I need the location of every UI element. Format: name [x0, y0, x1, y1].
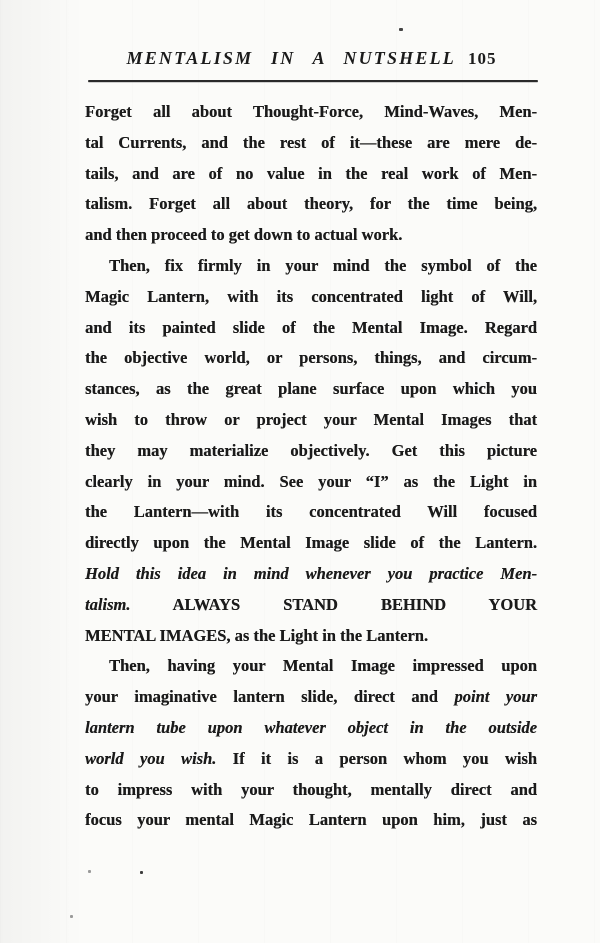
- italic-text: point your: [454, 687, 537, 707]
- body-text: the objective world, or persons, things, and circum-: [85, 348, 537, 368]
- scan-speck: [70, 915, 73, 918]
- body-text: Forget all about Thought-Force, Mind-Waves, Men-: [85, 102, 537, 121]
- text-line: [85, 621, 537, 652]
- text-line: [85, 651, 537, 682]
- text-line: [85, 805, 537, 836]
- scan-speck: [140, 871, 143, 874]
- italic-text: talism.: [85, 594, 131, 614]
- body-text: and its painted slide of the Mental Image. Regard: [85, 317, 537, 337]
- text-line: [85, 189, 537, 220]
- text-line: [85, 436, 537, 467]
- text-line: [85, 251, 537, 282]
- text-line: [85, 405, 537, 436]
- italic-text: world you wish.: [85, 748, 217, 768]
- text-line: [85, 282, 537, 313]
- body-text: directly upon the Mental Image slide of the Lantern.: [85, 533, 537, 553]
- text-line: [85, 775, 537, 806]
- italic-text: lantern tube upon whatever object in the outside: [85, 717, 537, 737]
- paragraph: [85, 651, 537, 836]
- text-line: [85, 713, 537, 744]
- text-line: [85, 467, 537, 498]
- text-line: [85, 682, 537, 713]
- body-text: wish to throw or project your Mental Images that: [85, 409, 537, 429]
- text-line: [85, 590, 537, 621]
- text-line: [85, 159, 537, 190]
- text-line: [85, 97, 537, 128]
- scan-speck: [88, 870, 91, 873]
- running-title: MENTALISM IN A NUTSHELL: [126, 48, 456, 68]
- body-text: Then, having your Mental Image impressed upon: [109, 656, 537, 676]
- header-rule: [88, 80, 538, 82]
- italic-text: Hold this idea in mind whenever you practice Men-: [85, 563, 537, 583]
- text-line: [85, 744, 537, 775]
- text-line: [85, 220, 537, 251]
- body-text: and then proceed to get down to actual work.: [85, 225, 403, 245]
- body-text: tails, and are of no value in the real work of Men-: [85, 163, 537, 183]
- text-line: [85, 128, 537, 159]
- text-line: [85, 497, 537, 528]
- page-header: [85, 48, 538, 69]
- body-text: to impress with your thought, mentally direct and: [85, 779, 537, 799]
- body-text: MENTAL IMAGES, as the Light in the Lantern.: [85, 625, 429, 645]
- text-line: [85, 528, 537, 559]
- body-text: talism. Forget all about theory, for the time being,: [85, 194, 537, 214]
- body-text: they may materialize objectively. Get this picture: [85, 440, 537, 460]
- text-line: [85, 374, 537, 405]
- page-number: 105: [467, 49, 497, 68]
- text-line: [85, 559, 537, 590]
- body-text: Magic Lantern, with its concentrated light of Will,: [85, 286, 537, 306]
- body-text: clearly in your mind. See your “I” as the Light in: [85, 471, 537, 491]
- body-text: focus your mental Magic Lantern upon him, just as: [85, 810, 537, 830]
- body-text: the Lantern—with its concentrated Will focused: [85, 502, 537, 522]
- body-text: stances, as the great plane surface upon which you: [85, 379, 537, 399]
- body-text: If it is a person whom you wish: [216, 748, 537, 768]
- text-line: [85, 343, 537, 374]
- body-text: your imaginative lantern slide, direct and: [85, 687, 455, 707]
- body-text: ALWAYS STAND BEHIND YOUR: [130, 594, 537, 614]
- body-text: tal Currents, and the rest of it—these are mere de-: [85, 132, 537, 152]
- body-text: Then, fix firmly in your mind the symbol of the: [109, 255, 537, 275]
- text-line: [85, 313, 537, 344]
- page-body: [85, 97, 537, 836]
- paragraph: [85, 251, 537, 651]
- paragraph: [85, 97, 537, 251]
- scan-speck: [399, 28, 403, 31]
